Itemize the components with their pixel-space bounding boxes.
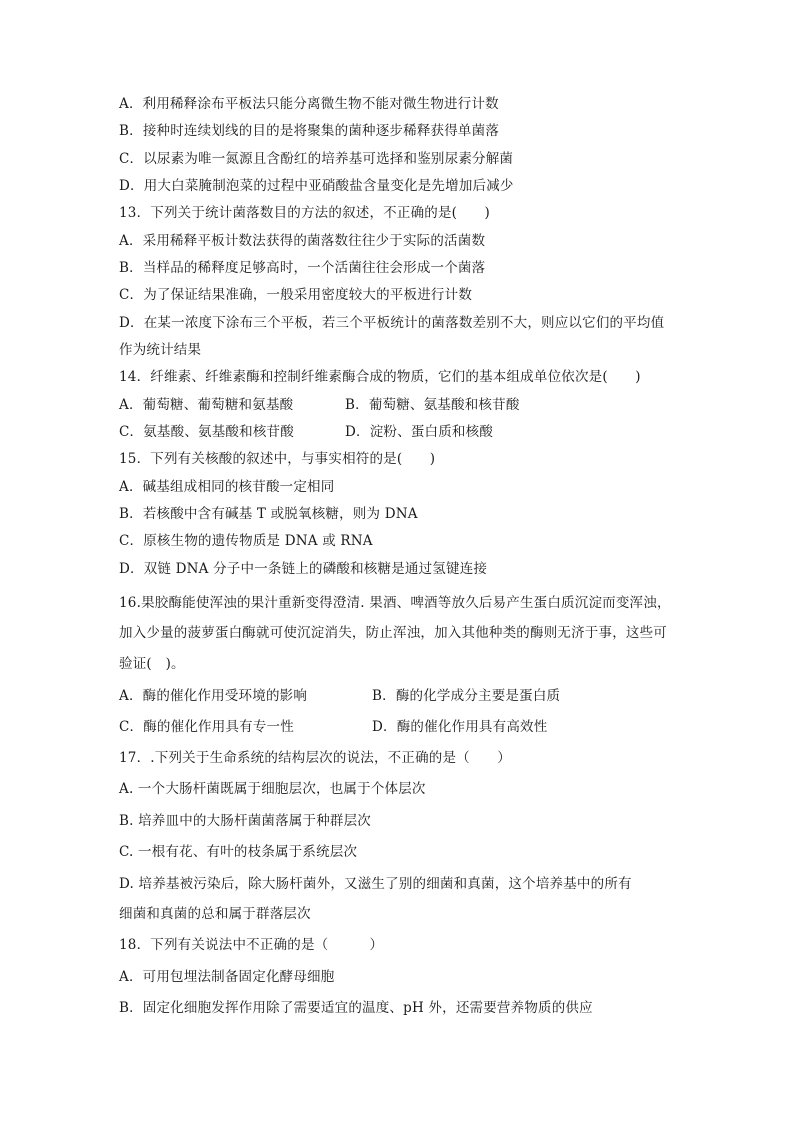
q15-option-d: D．双链 DNA 分子中一条链上的磷酸和核糖是通过氢键连接 <box>119 561 488 577</box>
q13-option-c: C．为了保证结果准确，一般采用密度较大的平板进行计数 <box>119 287 473 303</box>
q15-stem: 15．下列有关核酸的叙述中，与事实相符的是( ) <box>119 451 436 467</box>
q16-option-c: C．酶的催化作用具有专一性 <box>119 719 294 735</box>
q17-stem: 17．.下列关于生命系统的结构层次的说法，不正确的是（ ） <box>119 750 511 766</box>
q16-stem-line1: 16.果胶酶能使浑浊的果汁重新变得澄清. 果酒、啤酒等放久后易产生蛋白质沉淀而变浑浊， <box>119 595 671 611</box>
q18-option-a: A．可用包埋法制备固定化酵母细胞 <box>119 969 335 985</box>
q17-option-d: D. 培养基被污染后，除大肠杆菌外，又滋生了别的细菌和真菌，这个培养基中的所有 <box>119 876 632 892</box>
q13-option-d: D．在某一浓度下涂布三个平板，若三个平板统计的菌落数差别不大，则应以它们的平均值 <box>119 315 665 331</box>
q16-option-d: D．酶的催化作用具有高效性 <box>372 719 548 735</box>
q17-option-d-cont: 细菌和真菌的总和属于群落层次 <box>119 906 311 922</box>
q14-option-d: D．淀粉、蛋白质和核酸 <box>345 424 494 440</box>
q13-option-d-cont: 作为统计结果 <box>119 342 202 358</box>
q16-stem-line3: 验证( )。 <box>119 656 185 672</box>
q13-stem: 13．下列关于统计菌落数目的方法的叙述，不正确的是( ) <box>119 205 491 221</box>
q18-option-b: B．固定化细胞发挥作用除了需要适宜的温度、pH 外，还需要营养物质的供应 <box>119 1000 593 1016</box>
q14-option-a: A．葡萄糖、葡萄糖和氨基酸 <box>119 397 294 413</box>
q15-option-a: A．碱基组成相同的核苷酸一定相同 <box>119 479 335 495</box>
q14-option-c: C．氨基酸、氨基酸和核苷酸 <box>119 424 294 440</box>
q16-stem-line2: 加入少量的菠萝蛋白酶就可使沉淀消失，防止浑浊，加入其他种类的酶则无济于事，这些可 <box>119 625 667 641</box>
q12-option-d: D．用大白菜腌制泡菜的过程中亚硝酸盐含量变化是先增加后减少 <box>119 178 514 194</box>
q17-option-b: B. 培养皿中的大肠杆菌菌落属于种群层次 <box>119 813 372 829</box>
q12-option-a: A．利用稀释涂布平板法只能分离微生物不能对微生物进行计数 <box>119 96 499 112</box>
q12-option-c: C．以尿素为唯一氮源且含酚红的培养基可选择和鉴别尿素分解菌 <box>119 151 514 167</box>
q17-option-a: A. 一个大肠杆菌既属于细胞层次，也属于个体层次 <box>119 781 426 797</box>
q12-option-b: B．接种时连续划线的目的是将聚集的菌种逐步稀释获得单菌落 <box>119 123 500 139</box>
q17-option-c: C. 一根有花、有叶的枝条属于系统层次 <box>119 844 358 860</box>
q14-option-b: B．葡萄糖、氨基酸和核苷酸 <box>345 397 520 413</box>
q13-option-a: A．采用稀释平板计数法获得的菌落数往往少于实际的活菌数 <box>119 233 486 249</box>
q15-option-b: B．若核酸中含有碱基 T 或脱氧核糖，则为 DNA <box>119 506 418 522</box>
q13-option-b: B．当样品的稀释度足够高时，一个活菌往往会形成一个菌落 <box>119 260 486 276</box>
q16-option-b: B．酶的化学成分主要是蛋白质 <box>372 688 561 704</box>
q14-stem: 14．纤维素、纤维素酶和控制纤维素酶合成的物质，它们的基本组成单位依次是( ) <box>119 369 641 385</box>
q16-option-a: A．酶的催化作用受环境的影响 <box>119 688 308 704</box>
q15-option-c: C．原核生物的遗传物质是 DNA 或 RNA <box>119 533 373 549</box>
q18-stem: 18．下列有关说法中不正确的是（ ） <box>119 937 384 953</box>
